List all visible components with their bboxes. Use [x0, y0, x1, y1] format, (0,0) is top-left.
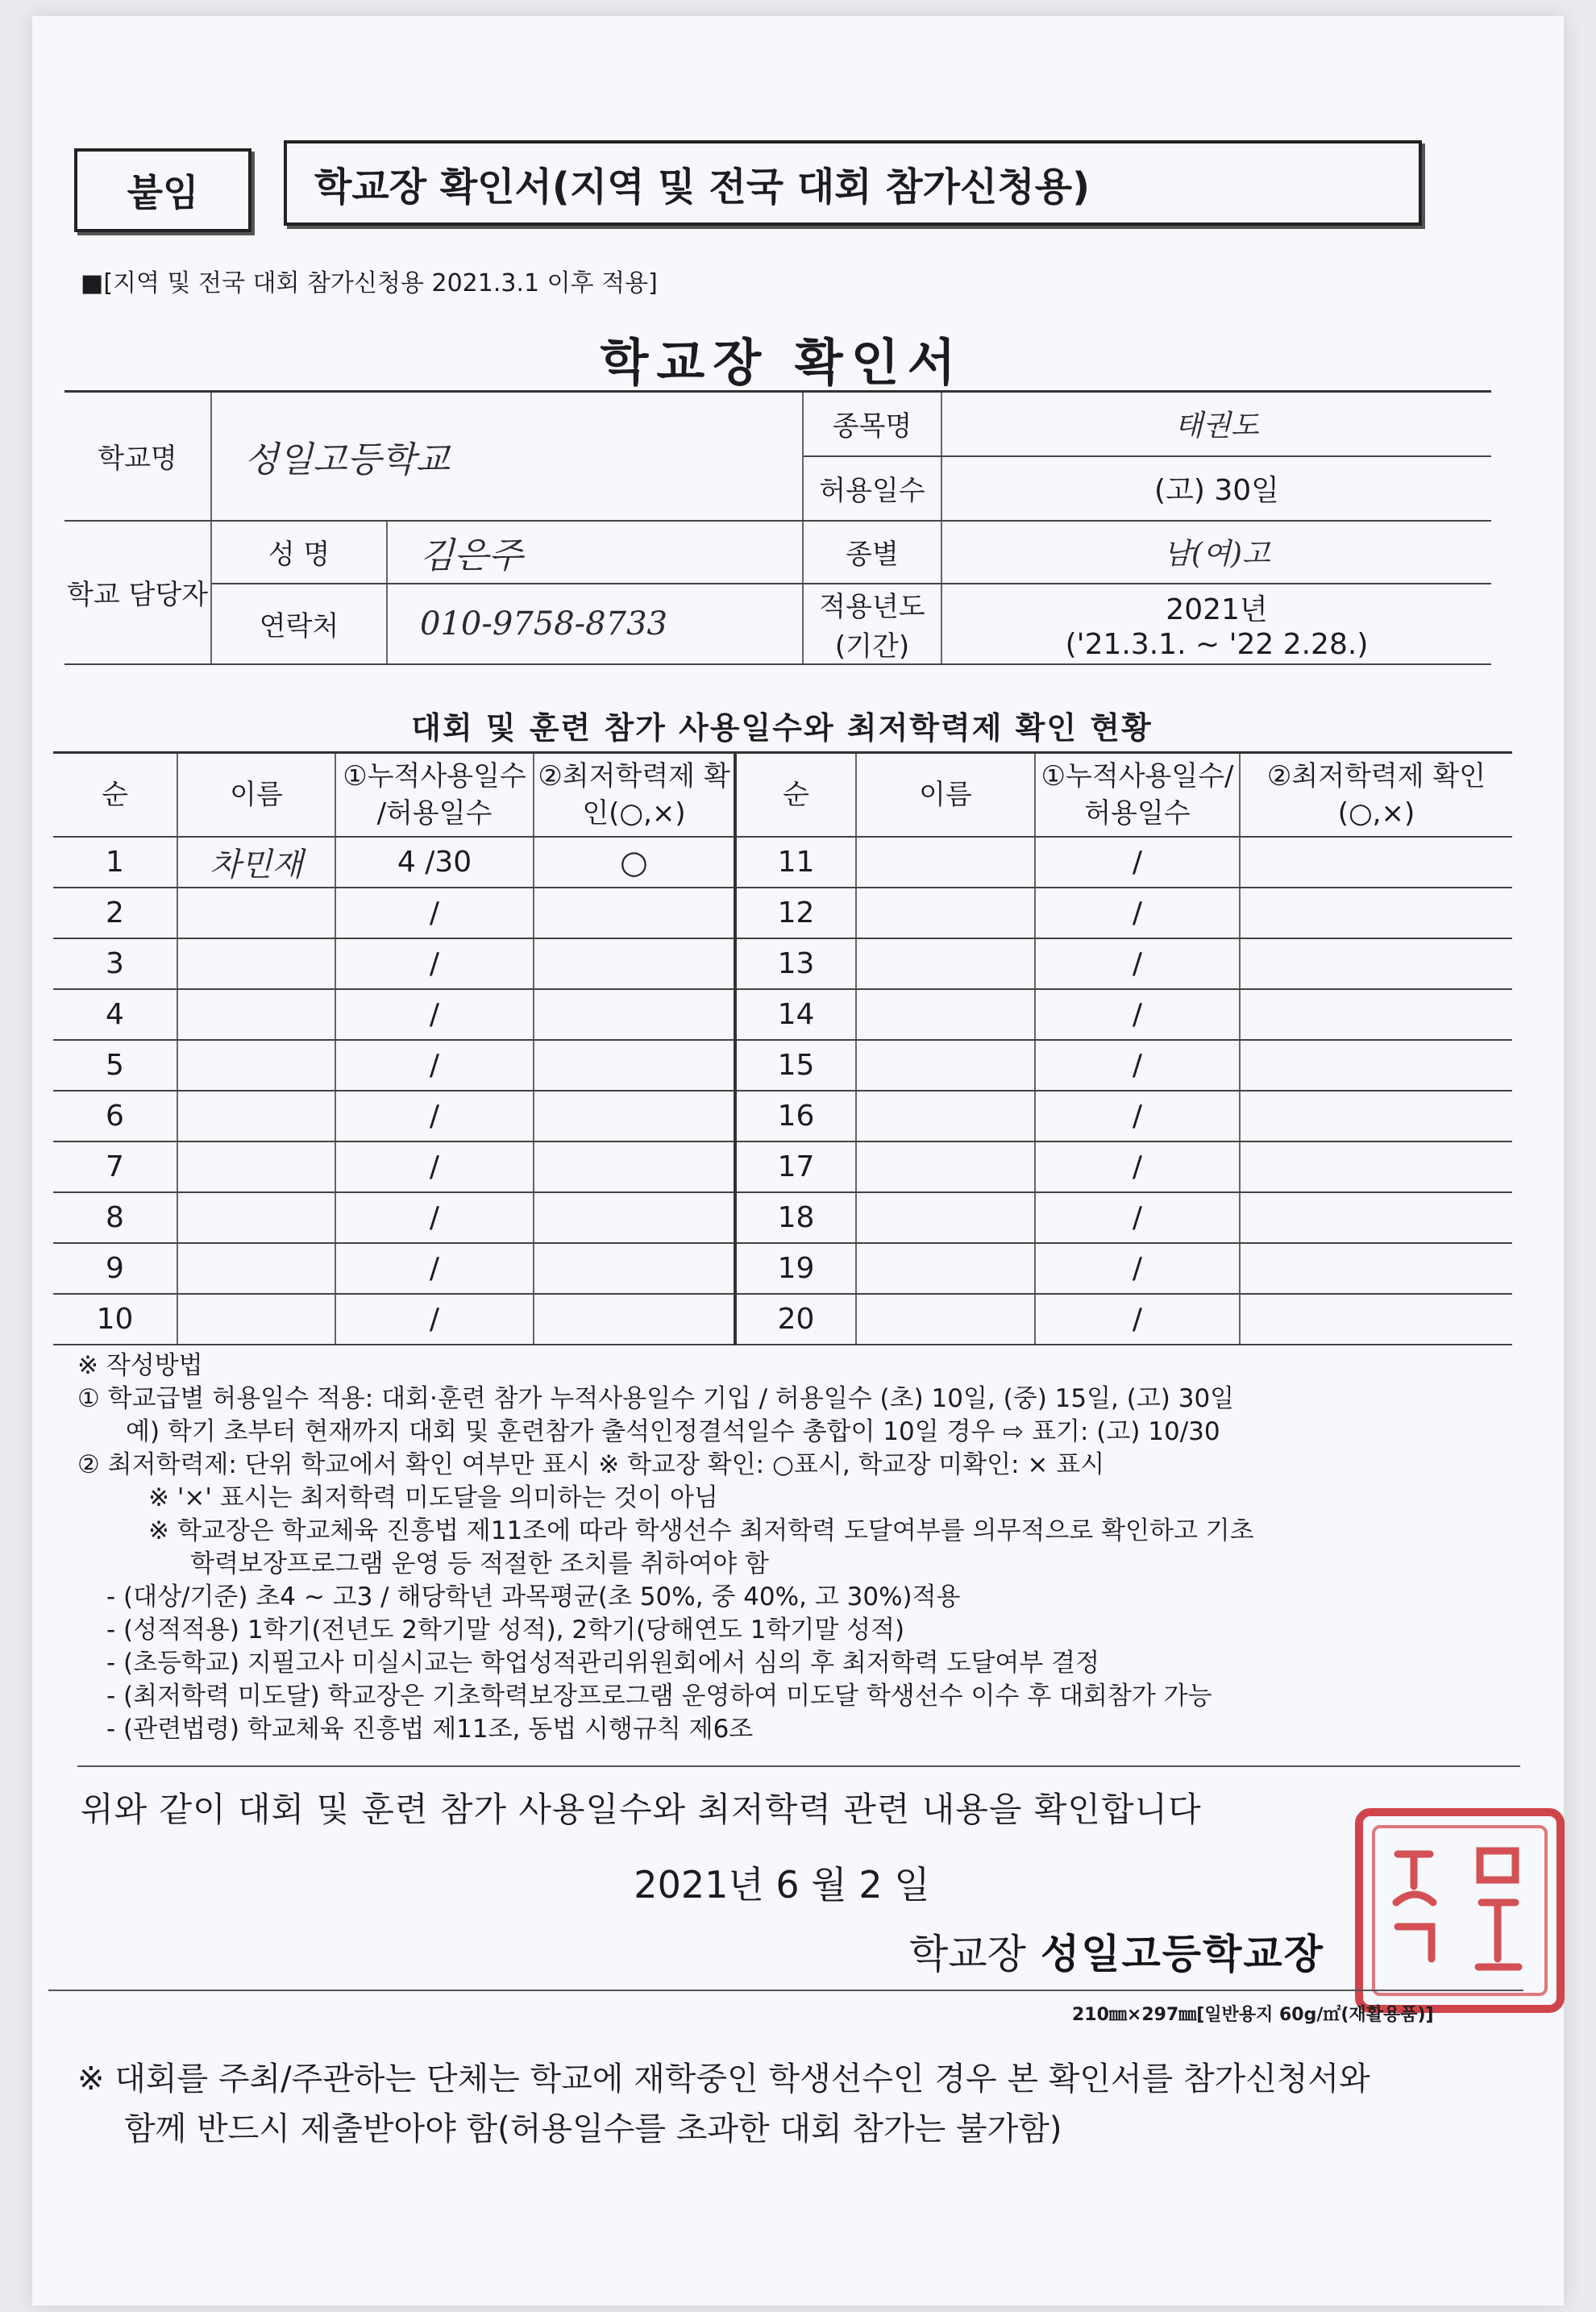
min-academic-check — [534, 989, 735, 1040]
accumulated-days: / — [335, 1294, 534, 1345]
accumulated-days: / — [1035, 1141, 1240, 1192]
note-line: 예) 학기 초부터 현재까지 대회 및 훈련참가 출석인정결석일수 총합이 10일 경우 ⇨ 표기: (고) 10/30 — [126, 1417, 1220, 1446]
note-line: - (관련법령) 학교체육 진흥법 제11조, 동법 시행규칙 제6조 — [106, 1715, 754, 1744]
submission-notice — [77, 2054, 1370, 2154]
student-name — [177, 1040, 335, 1091]
table-row — [53, 888, 1512, 938]
min-academic-check — [1240, 1192, 1512, 1243]
attachment-title: 학교장 확인서(지역 및 전국 대회 참가신청용) — [284, 140, 1422, 226]
row-number: 3 — [53, 938, 177, 989]
table-row — [53, 1141, 1512, 1192]
confirmation-statement: 위와 같이 대회 및 훈련 참가 사용일수와 최저학력 관련 내용을 확인합니다 — [81, 1790, 1202, 1829]
principal-signature-line — [909, 1922, 1324, 1980]
accumulated-days: / — [1035, 888, 1240, 938]
note-line: ① 학교급별 허용일수 적용: 대회·훈련 참가 누적사용일수 기입 / 허용일수 (초) 10일, (중) 15일, (고) 30일 — [77, 1384, 1235, 1413]
header-no-2: 순 — [735, 753, 856, 838]
student-name: 차민재 — [177, 837, 335, 888]
accumulated-days: 4 /30 — [335, 837, 534, 888]
status-table-body — [53, 837, 1512, 1345]
student-name — [177, 1141, 335, 1192]
note-line: - (초등학교) 지필고사 미실시교는 학업성적관리위원회에서 심의 후 최저학력 도달여부 결정 — [106, 1649, 1100, 1678]
min-academic-check — [1240, 938, 1512, 989]
school-name-value: 성일고등학교 — [211, 392, 803, 521]
row-number: 11 — [735, 837, 856, 888]
student-name — [177, 1091, 335, 1141]
writing-instructions — [77, 1349, 1520, 1746]
accumulated-days: / — [1035, 1091, 1240, 1141]
accumulated-days: / — [1035, 989, 1240, 1040]
table-row — [53, 938, 1512, 989]
row-number: 20 — [735, 1294, 856, 1345]
issue-date: 2021년 6 월 2 일 — [634, 1863, 930, 1907]
min-academic-check — [534, 1243, 735, 1294]
student-name — [856, 1091, 1035, 1141]
document-page — [32, 16, 1564, 2306]
note-line: 학력보장프로그램 운영 등 적절한 조치를 취하여야 함 — [190, 1549, 769, 1578]
student-name — [177, 888, 335, 938]
note-line: - (성적적용) 1학기(전년도 2학기말 성적), 2학기(당해연도 1학기말 성적) — [106, 1615, 905, 1645]
school-name-label: 학교명 — [64, 392, 211, 521]
row-number: 8 — [53, 1192, 177, 1243]
application-notice: ■[지역 및 전국 대회 참가신청용 2021.3.1 이후 적용] — [81, 269, 658, 297]
table-row — [53, 989, 1512, 1040]
status-table — [53, 751, 1512, 1345]
student-name — [856, 837, 1035, 888]
accumulated-days: / — [335, 1192, 534, 1243]
table-row — [53, 1192, 1512, 1243]
min-academic-check — [534, 938, 735, 989]
student-name — [856, 1040, 1035, 1091]
min-academic-check — [534, 1040, 735, 1091]
header-no: 순 — [53, 753, 177, 838]
row-number: 16 — [735, 1091, 856, 1141]
student-name — [177, 938, 335, 989]
min-academic-check — [534, 1192, 735, 1243]
document-title: 학교장 확인서 — [600, 333, 964, 392]
principal-label: 학교장 — [909, 1931, 1026, 1977]
min-academic-check — [1240, 837, 1512, 888]
header-days-2: ①누적사용일수/ 허용일수 — [1035, 753, 1240, 838]
min-academic-check — [534, 1141, 735, 1192]
table-row — [53, 837, 1512, 888]
event-label: 종목명 — [803, 392, 941, 456]
contact-value: 010-9758-8733 — [387, 584, 803, 664]
row-number: 6 — [53, 1091, 177, 1141]
student-name — [856, 888, 1035, 938]
manager-name-label: 성 명 — [211, 521, 387, 584]
accumulated-days: / — [1035, 837, 1240, 888]
note-line: - (최저학력 미도달) 학교장은 기초학력보장프로그램 운영하여 미도달 학생선수 이수 후 대회참가 가능 — [106, 1682, 1212, 1711]
attachment-label: 붙임 — [74, 148, 251, 232]
student-name — [856, 1294, 1035, 1345]
accumulated-days: / — [335, 1091, 534, 1141]
notes-heading: ※ 작성방법 — [77, 1351, 203, 1380]
note-line: ※ '×' 표시는 최저학력 미도달을 의미하는 것이 아님 — [148, 1483, 718, 1512]
event-value: 태권도 — [941, 392, 1491, 456]
note-line: ※ 학교장은 학교체육 진흥법 제11조에 따라 학생선수 최저학력 도달여부를 의무적으로 확인하고 기초 — [148, 1516, 1254, 1545]
student-name — [177, 1243, 335, 1294]
allowed-days-value: (고) 30일 — [941, 456, 1491, 521]
accumulated-days: / — [1035, 1243, 1240, 1294]
min-academic-check — [534, 1294, 735, 1345]
row-number: 15 — [735, 1040, 856, 1091]
paper-spec: 210㎜×297㎜[일반용지 60g/㎡(재활용품)] — [1072, 2005, 1434, 2025]
accumulated-days: / — [1035, 1192, 1240, 1243]
student-name — [177, 1294, 335, 1345]
min-academic-check — [1240, 1091, 1512, 1141]
student-name — [856, 989, 1035, 1040]
gender-label: 종별 — [803, 521, 941, 584]
row-number: 13 — [735, 938, 856, 989]
principal-name-stamp: 성일고등학교장 — [1040, 1931, 1325, 1977]
accumulated-days: / — [335, 888, 534, 938]
header-name-2: 이름 — [856, 753, 1035, 838]
row-number: 19 — [735, 1243, 856, 1294]
row-number: 10 — [53, 1294, 177, 1345]
status-table-title: 대회 및 훈련 참가 사용일수와 최저학력제 확인 현황 — [411, 710, 1153, 746]
min-academic-check — [1240, 989, 1512, 1040]
submission-note-line: ※ 대회를 주최/주관하는 단체는 학교에 재학중인 학생선수인 경우 본 확인서를 참가신청서와 — [77, 2060, 1370, 2098]
student-name — [856, 1141, 1035, 1192]
min-academic-check — [1240, 1243, 1512, 1294]
accumulated-days: / — [335, 1141, 534, 1192]
manager-label: 학교 담당자 — [64, 521, 211, 664]
min-academic-check — [1240, 1294, 1512, 1345]
student-name — [856, 938, 1035, 989]
table-row — [53, 1091, 1512, 1141]
gender-value: 남(여)고 — [941, 521, 1491, 584]
row-number: 7 — [53, 1141, 177, 1192]
divider — [48, 1990, 1523, 1991]
header-check-2: ②최저학력제 확인(○,×) — [1240, 753, 1512, 838]
row-number: 1 — [53, 837, 177, 888]
row-number: 14 — [735, 989, 856, 1040]
table-row — [53, 1243, 1512, 1294]
table-row — [53, 1040, 1512, 1091]
allowed-days-label: 허용일수 — [803, 456, 941, 521]
year-value — [941, 584, 1491, 664]
row-number: 17 — [735, 1141, 856, 1192]
accumulated-days: / — [335, 1040, 534, 1091]
year-text: 2021년 — [1166, 593, 1268, 626]
header-check: ②최저학력제 확인(○,×) — [534, 753, 735, 838]
contact-label: 연락처 — [211, 584, 387, 664]
student-name — [177, 989, 335, 1040]
divider — [77, 1765, 1520, 1767]
min-academic-check — [534, 888, 735, 938]
info-table — [64, 390, 1491, 665]
table-row — [53, 1294, 1512, 1345]
min-academic-check — [534, 1091, 735, 1141]
min-academic-check — [1240, 888, 1512, 938]
student-name — [177, 1192, 335, 1243]
submission-note-line: 함께 반드시 제출받아야 함(허용일수를 초과한 대회 참가는 불가함) — [124, 2110, 1062, 2148]
header-name: 이름 — [177, 753, 335, 838]
row-number: 9 — [53, 1243, 177, 1294]
accumulated-days: / — [335, 989, 534, 1040]
accumulated-days: / — [1035, 1294, 1240, 1345]
accumulated-days: / — [1035, 938, 1240, 989]
min-academic-check — [1240, 1040, 1512, 1091]
student-name — [856, 1192, 1035, 1243]
accumulated-days: / — [335, 1243, 534, 1294]
accumulated-days: / — [335, 938, 534, 989]
period-text: ('21.3.1. ~ '22 2.28.) — [1065, 627, 1369, 661]
accumulated-days: / — [1035, 1040, 1240, 1091]
student-name — [856, 1243, 1035, 1294]
row-number: 18 — [735, 1192, 856, 1243]
note-line: - (대상/기준) 초4 ~ 고3 / 해당학년 과목평균(초 50%, 중 40%, 고 30%)적용 — [106, 1582, 961, 1611]
min-academic-check: ○ — [534, 837, 735, 888]
official-seal-icon — [1351, 1806, 1569, 2015]
year-label: 적용년도 (기간) — [803, 584, 941, 664]
row-number: 5 — [53, 1040, 177, 1091]
manager-name-value: 김은주 — [387, 521, 803, 584]
header-days: ①누적사용일수 /허용일수 — [335, 753, 534, 838]
row-number: 12 — [735, 888, 856, 938]
row-number: 2 — [53, 888, 177, 938]
row-number: 4 — [53, 989, 177, 1040]
min-academic-check — [1240, 1141, 1512, 1192]
note-line: ② 최저학력제: 단위 학교에서 확인 여부만 표시 ※ 학교장 확인: ○표시, 학교장 미확인: × 표시 — [77, 1450, 1105, 1479]
